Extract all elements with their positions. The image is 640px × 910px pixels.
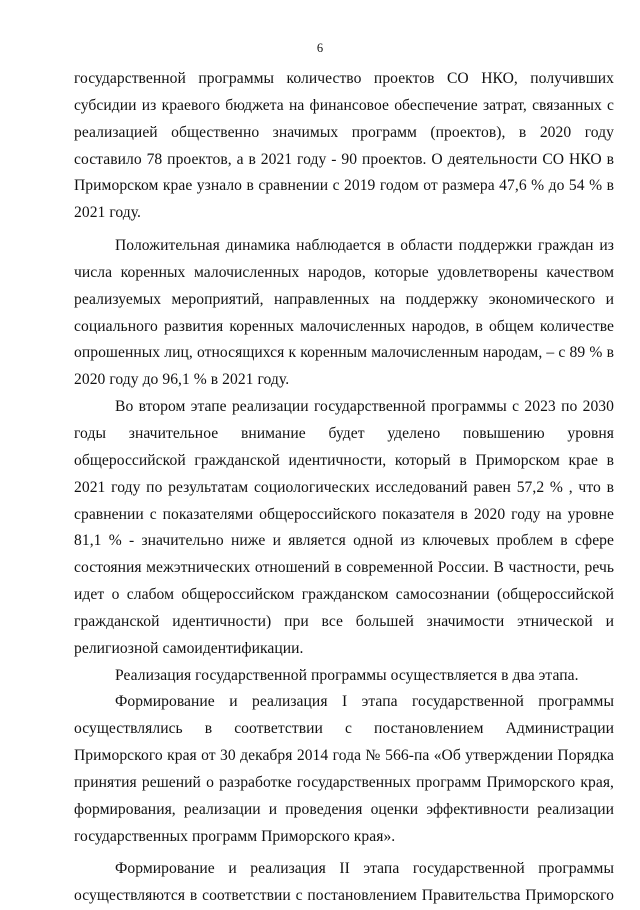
paragraph-nko-projects: государственной программы количество проектов СО НКО, получивших субсидии из краевого бюджета на финансовое обеспечение затрат, связанных с реализацией общественно значимых программ (проектов), в 2020 году составило 78 проектов, а в 2021 году - 90 проектов. О деятельности СО НКО в Приморском крае узнало в сравнении с 2019 годом от размера 47,6 % до 54 % в 2021 году. (74, 70, 614, 222)
paragraph-civic-identity: Во втором этапе реализации государственной программы с 2023 по 2030 годы значительное внимание будет уделено повышению уровня общероссийской гражданской идентичности, который в Приморском крае в 2021 году по результатам социологических исследований равен 57,2 % , что в сравнении с показателями общероссийского показателя в 2020 году на уровне 81,1 % - значительно ниже и является одной из ключевых проблем в сфере состояния межэтнических отношений в современной России. В частности, речь идет о слабом общероссийском гражданском самосознании (общероссийской гражданской идентичности) при все большей значимости этнической и религиозной самоидентификации. (74, 398, 614, 657)
paragraph-indigenous-peoples: Положительная динамика наблюдается в области поддержки граждан из числа коренных малочисленных народов, которые удовлетворены качеством реализуемых мероприятий, направленных на поддержку экономического и социального развития коренных малочисленных народов, в общем количестве опрошенных лиц, относящихся к коренным малочисленным народам, – с 89 % в 2020 году до 96,1 % в 2021 году. (74, 237, 614, 389)
page-number: 6 (316, 41, 324, 55)
document-body (74, 66, 614, 910)
paragraph-two-stages: Реализация государственной программы осуществляется в два этапа. (115, 666, 579, 684)
paragraph-stage-one: Формирование и реализация I этапа государственной программы осуществлялись в соответствии с постановлением Администрации Приморского края от 30 декабря 2014 года № 566-па «Об утверждении Порядка принятия решений о разработке государственных программ Приморского края, формирования, реализации и проведения оценки эффективности реализации государственных программ Приморского края». (74, 693, 614, 845)
paragraph-stage-two: Формирование и реализация II этапа государственной программы осуществляются в соответствии с постановлением Правительства Приморского (74, 860, 614, 905)
